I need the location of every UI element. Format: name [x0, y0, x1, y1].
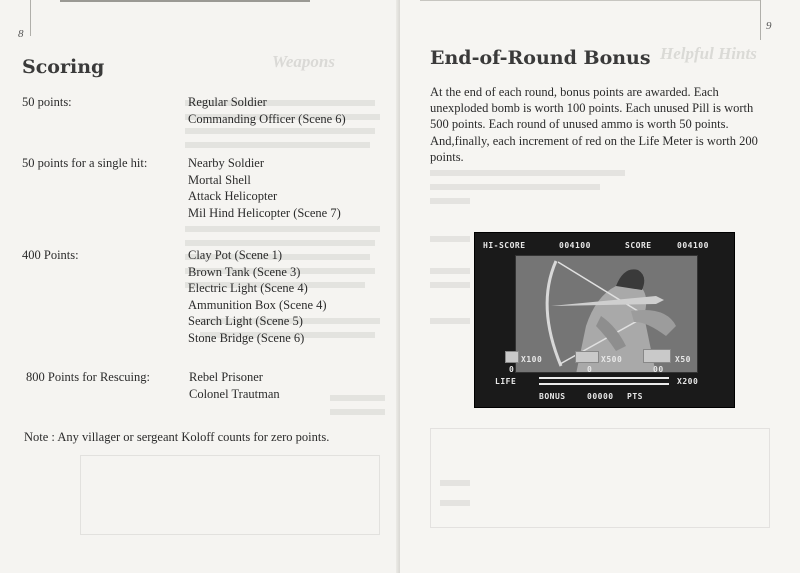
ghost-text-line: [185, 240, 375, 246]
hi-score-label: HI-SCORE: [483, 241, 526, 250]
score-item: Stone Bridge (Scene 6): [188, 330, 305, 345]
bomb-count: 0: [509, 365, 515, 374]
bonus-unit: PTS: [627, 392, 643, 401]
score-row-label: 50 points for a single hit:: [22, 156, 148, 170]
score-item: Search Light (Scene 5): [188, 314, 303, 329]
bomb-multiplier: X100: [521, 355, 543, 364]
score-item: Regular Soldier: [188, 95, 267, 109]
ghost-text-line: [440, 480, 470, 486]
bonus-label: BONUS: [539, 392, 566, 401]
score-item: Colonel Trautman: [189, 386, 280, 401]
ghost-text-line: [430, 318, 470, 324]
score-row-items: [188, 94, 346, 127]
top-rule-left: [60, 0, 310, 2]
score-row-items: [188, 247, 327, 347]
life-multiplier: X200: [677, 377, 699, 386]
score-row-label: 400 Points:: [22, 248, 79, 262]
ghost-text-line: [430, 170, 625, 176]
ammo-count: 00: [653, 365, 664, 374]
score-label: SCORE: [625, 241, 652, 250]
score-item: Commanding Officer (Scene 6): [188, 111, 346, 126]
ghost-text-line: [430, 236, 470, 242]
score-item: Mortal Shell: [188, 172, 251, 187]
score-value: 004100: [677, 241, 709, 250]
score-row-label: 800 Points for Rescuing:: [26, 370, 150, 384]
bomb-icon: [505, 351, 519, 363]
scoring-note: Note : Any villager or sergeant Koloff counts for zero points.: [24, 430, 330, 444]
score-item: Clay Pot (Scene 1): [188, 248, 283, 262]
life-meter-top: [539, 377, 669, 379]
right-page-number: 9: [766, 20, 772, 32]
score-item: Mil Hind Helicopter (Scene 7): [188, 205, 341, 220]
score-item: Ammunition Box (Scene 4): [188, 297, 327, 312]
score-item: Electric Light (Scene 4): [188, 281, 308, 296]
game-screenshot: [474, 232, 735, 408]
scoring-heading: Scoring: [22, 56, 105, 78]
ghost-text-line: [330, 409, 385, 415]
score-row-items: [188, 155, 341, 221]
end-of-round-body: At the end of each round, bonus points are awarded. Each unexploded bomb is worth 100 points. Each unused Pill is worth 500 points. Each round of unused ammo is worth 50 points. And,finally, each increment of red on the Life Meter is worth 200 points.: [430, 85, 758, 164]
hi-score-value: 004100: [559, 241, 591, 250]
ghost-heading-left: Weapons: [272, 52, 335, 71]
ghost-text-line: [185, 128, 375, 134]
ghost-text-line: [330, 395, 385, 401]
score-item: Rebel Prisoner: [189, 370, 263, 384]
page-edge-mark: [30, 0, 31, 36]
score-row-label: 50 points:: [22, 95, 72, 109]
end-of-round-heading: End-of-Round Bonus: [430, 47, 651, 69]
pill-count: 0: [587, 365, 593, 374]
ghost-text-line: [430, 282, 470, 288]
life-meter-bottom: [539, 383, 669, 385]
ghost-heading-right: Helpful Hints: [660, 44, 757, 63]
ghost-box: [80, 455, 380, 535]
score-item: Nearby Soldier: [188, 156, 265, 170]
top-rule-right: [420, 0, 760, 1]
score-row-items: [189, 369, 280, 402]
page-edge-mark: [760, 0, 761, 40]
ammo-icon: [643, 349, 671, 363]
life-label: LIFE: [495, 377, 517, 386]
ghost-text-line: [185, 226, 380, 232]
ghost-text-line: [430, 268, 470, 274]
bonus-value: 00000: [587, 392, 614, 401]
ghost-box: [430, 428, 770, 528]
ghost-text-line: [430, 198, 470, 204]
ghost-text-line: [440, 500, 470, 506]
pill-icon: [575, 351, 599, 363]
score-item: Brown Tank (Scene 3): [188, 264, 301, 279]
pill-multiplier: X500: [601, 355, 623, 364]
ghost-text-line: [430, 184, 600, 190]
ghost-text-line: [185, 142, 370, 148]
left-page-number: 8: [18, 28, 24, 40]
ammo-multiplier: X50: [675, 355, 691, 364]
score-item: Attack Helicopter: [188, 189, 278, 204]
